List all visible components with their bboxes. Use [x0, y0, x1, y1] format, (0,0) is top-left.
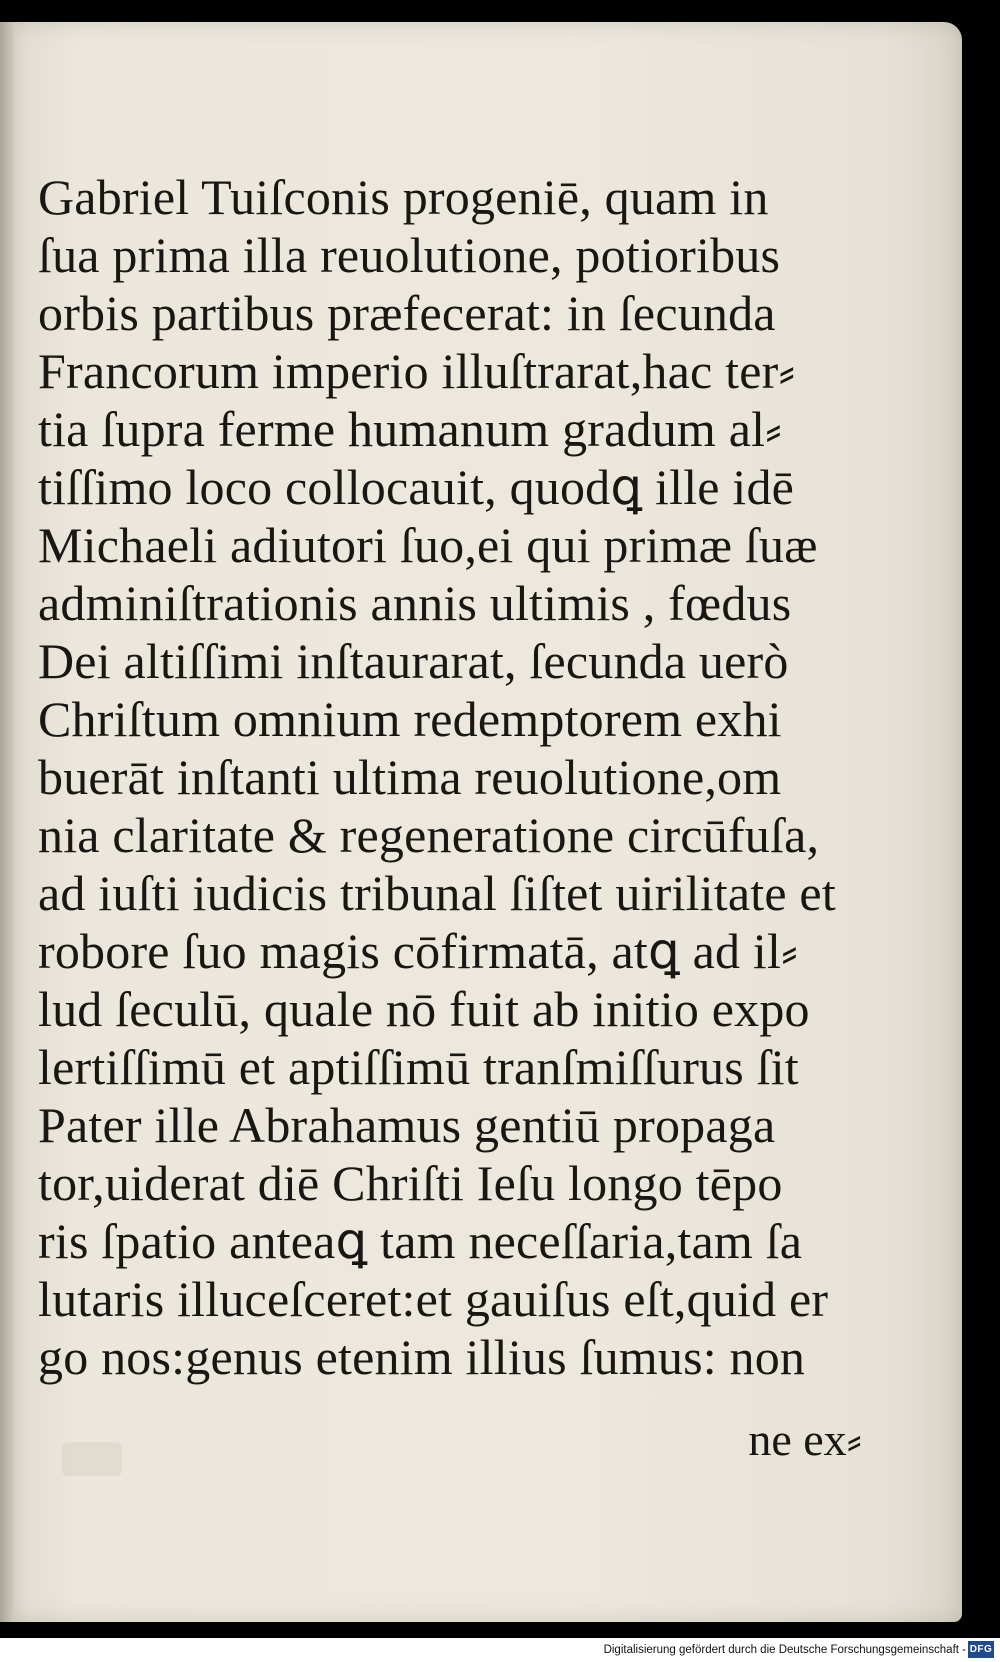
- catchword: ne ex⸗: [748, 1414, 862, 1465]
- text-line: tiſſimo loco collocauit, quodꝗ ille idē: [38, 459, 795, 515]
- text-line: Michaeli adiutori ſuo,ei qui primæ ſuæ: [38, 517, 818, 573]
- text-line: Dei altiſſimi inſtaurarat, ſecunda uerò: [38, 633, 789, 689]
- text-line: Francorum imperio illuſtrarat,hac ter⸗: [38, 343, 796, 399]
- text-line: tia ſupra ferme humanum gradum al⸗: [38, 401, 783, 457]
- text-line: Chriſtum omnium redemptorem exhi: [38, 691, 782, 747]
- text-line: adminiſtrationis annis ultimis , fœdus: [38, 575, 792, 631]
- text-line: lud ſeculū, quale nō fuit ab initio expo: [38, 981, 810, 1037]
- text-line: tor,uiderat diē Chriſti Ieſu longo tēpo: [38, 1155, 783, 1211]
- text-line: lertiſſimū et aptiſſimū tranſmiſſurus ſit: [38, 1039, 799, 1095]
- text-line: lutaris illuceſceret:et gauiſus eſt,quid er: [38, 1271, 829, 1327]
- text-line: orbis partibus præfecerat: in ſecunda: [38, 285, 776, 341]
- text-line: ad iuſti iudicis tribunal ſiſtet uirilitate et: [38, 865, 836, 921]
- text-block: [38, 168, 878, 1386]
- text-line: ris ſpatio anteaꝗ tam neceſſaria,tam ſa: [38, 1213, 803, 1269]
- dfg-logo: DFG: [968, 1641, 994, 1658]
- text-line: robore ſuo magis cōfirmatā, atꝗ ad il⸗: [38, 923, 798, 979]
- text-line: nia claritate & regeneratione circūfuſa,: [38, 807, 820, 863]
- text-line: ſua prima illa reuolutione, potioribus: [38, 227, 781, 283]
- text-line: Gabriel Tuiſconis progeniē, quam in: [38, 169, 769, 225]
- text-line: buerāt inſtanti ultima reuolutione,om: [38, 749, 782, 805]
- text-line: go nos:genus etenim illius ſumus: non: [38, 1329, 806, 1385]
- footer-credit: Digitalisierung gefördert durch die Deutsche Forschungsgemeinschaft -: [603, 1644, 966, 1656]
- book-page: [0, 22, 962, 1622]
- page-gutter: [0, 22, 14, 1622]
- ink-bleed-mark: [62, 1442, 122, 1476]
- text-line: Pater ille Abrahamus gentiū propaga: [38, 1097, 776, 1153]
